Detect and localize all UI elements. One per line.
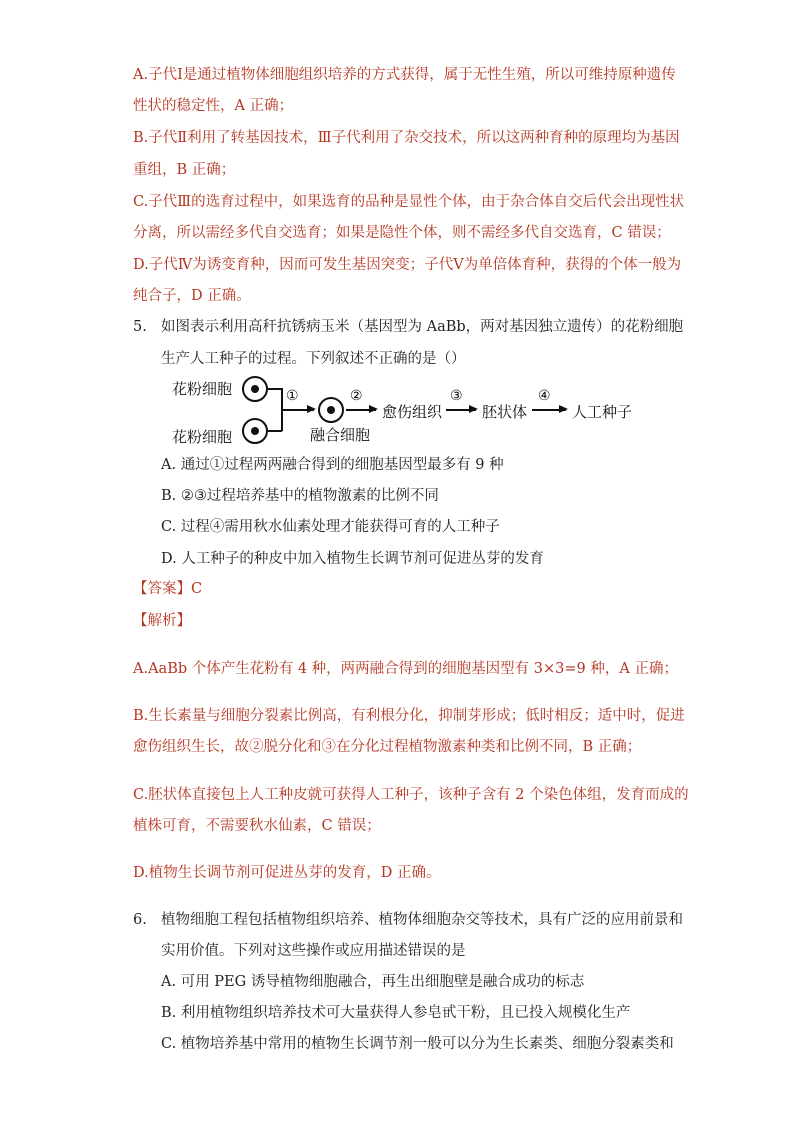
option-a: A. 通过①过程两两融合得到的细胞基因型最多有 9 种 (161, 457, 504, 473)
analysis-line: 植株可育，不需要秋水仙素，C 错误； (133, 818, 381, 834)
artificial-seed-label: 人工种子 (572, 403, 633, 421)
embryoid-label: 胚状体 (482, 403, 528, 421)
pollen-cell-top-icon (242, 376, 268, 402)
process-diagram (170, 374, 640, 448)
step-3-label: ③ (450, 388, 463, 404)
question-stem-line: 生产人工种子的过程。下列叙述不正确的是（） (161, 351, 466, 367)
prev-analysis-line: 分离，所以需经多代自交选育；如果是隐性个体，则不需经多代自交选育，C 错误； (133, 225, 671, 241)
answer-label: 【答案】C (133, 581, 203, 597)
option-d: D. 人工种子的种皮中加入植物生长调节剂可促进丛芽的发育 (161, 551, 544, 567)
option-c: C. 过程④需用秋水仙素处理才能获得可育的人工种子 (161, 519, 500, 535)
callus-label: 愈伤组织 (382, 403, 443, 421)
option-c: C. 植物培养基中常用的植物生长调节剂一般可以分为生长素类、细胞分裂素类和 (161, 1036, 674, 1052)
pollen-cell-bottom-icon (242, 418, 268, 444)
question-stem-line: 植物细胞工程包括植物组织培养、植物体细胞杂交等技术，具有广泛的应用前景和 (161, 912, 683, 928)
fused-cell-label: 融合细胞 (310, 426, 371, 444)
arrow-step3-icon (446, 409, 476, 411)
analysis-title: 【解析】 (133, 613, 191, 629)
prev-analysis-line: D.子代Ⅳ为诱变育种，因而可发生基因突变；子代Ⅴ为单倍体育种，获得的个体一般为 (133, 257, 682, 273)
step-1-label: ① (286, 388, 299, 404)
prev-analysis-line: 重组，B 正确； (133, 162, 236, 178)
connector-line (268, 430, 282, 432)
prev-analysis-line: 性状的稳定性，A 正确； (133, 98, 294, 114)
prev-analysis-line: B.子代Ⅱ利用了转基因技术，Ⅲ子代利用了杂交技术，所以这两种育种的原理均为基因 (133, 130, 680, 146)
prev-analysis-line: C.子代Ⅲ的选育过程中，如果选育的品种是显性个体，由于杂合体自交后代会出现性状 (133, 194, 685, 210)
connector-line (268, 388, 282, 390)
fused-cell-icon (318, 397, 344, 423)
analysis-line: C.胚状体直接包上人工种皮就可获得人工种子，该种子含有 2 个染色体组，发育而成的 (133, 787, 689, 803)
prev-analysis-line: A.子代Ⅰ是通过植物体细胞组织培养的方式获得，属于无性生殖，所以可维持原种遗传 (133, 67, 676, 83)
question-stem-line: 实用价值。下列对这些操作或应用描述错误的是 (161, 943, 466, 959)
analysis-line: D.植物生长调节剂可促进丛芽的发育，D 正确。 (133, 865, 441, 881)
analysis-line: 愈伤组织生长，故②脱分化和③在分化过程植物激素种类和比例不同，B 正确； (133, 739, 642, 755)
question-number: 6. (133, 912, 147, 928)
arrow-step2-icon (346, 409, 376, 411)
question-number: 5. (133, 319, 147, 335)
pollen-cell-label-top: 花粉细胞 (172, 380, 233, 398)
arrow-step1-icon (282, 409, 314, 411)
analysis-line: A.AaBb 个体产生花粉有 4 种，两两融合得到的细胞基因型有 3×3=9 种，A 正确； (133, 661, 678, 677)
step-4-label: ④ (538, 388, 551, 404)
analysis-line: B.生长素量与细胞分裂素比例高，有利根分化，抑制芽形成；低时相反；适中时，促进 (133, 708, 685, 724)
option-b: B. 利用植物组织培养技术可大量获得人参皂甙干粉，且已投入规模化生产 (161, 1005, 631, 1021)
question-stem-line: 如图表示利用高秆抗锈病玉米（基因型为 AaBb，两对基因独立遗传）的花粉细胞 (161, 319, 684, 335)
step-2-label: ② (350, 388, 363, 404)
option-a: A. 可用 PEG 诱导植物细胞融合，再生出细胞壁是融合成功的标志 (161, 974, 585, 990)
prev-analysis-line: 纯合子，D 正确。 (133, 288, 251, 304)
arrow-step4-icon (532, 409, 566, 411)
option-b: B. ②③过程培养基中的植物激素的比例不同 (161, 488, 439, 504)
pollen-cell-label-bottom: 花粉细胞 (172, 428, 233, 446)
